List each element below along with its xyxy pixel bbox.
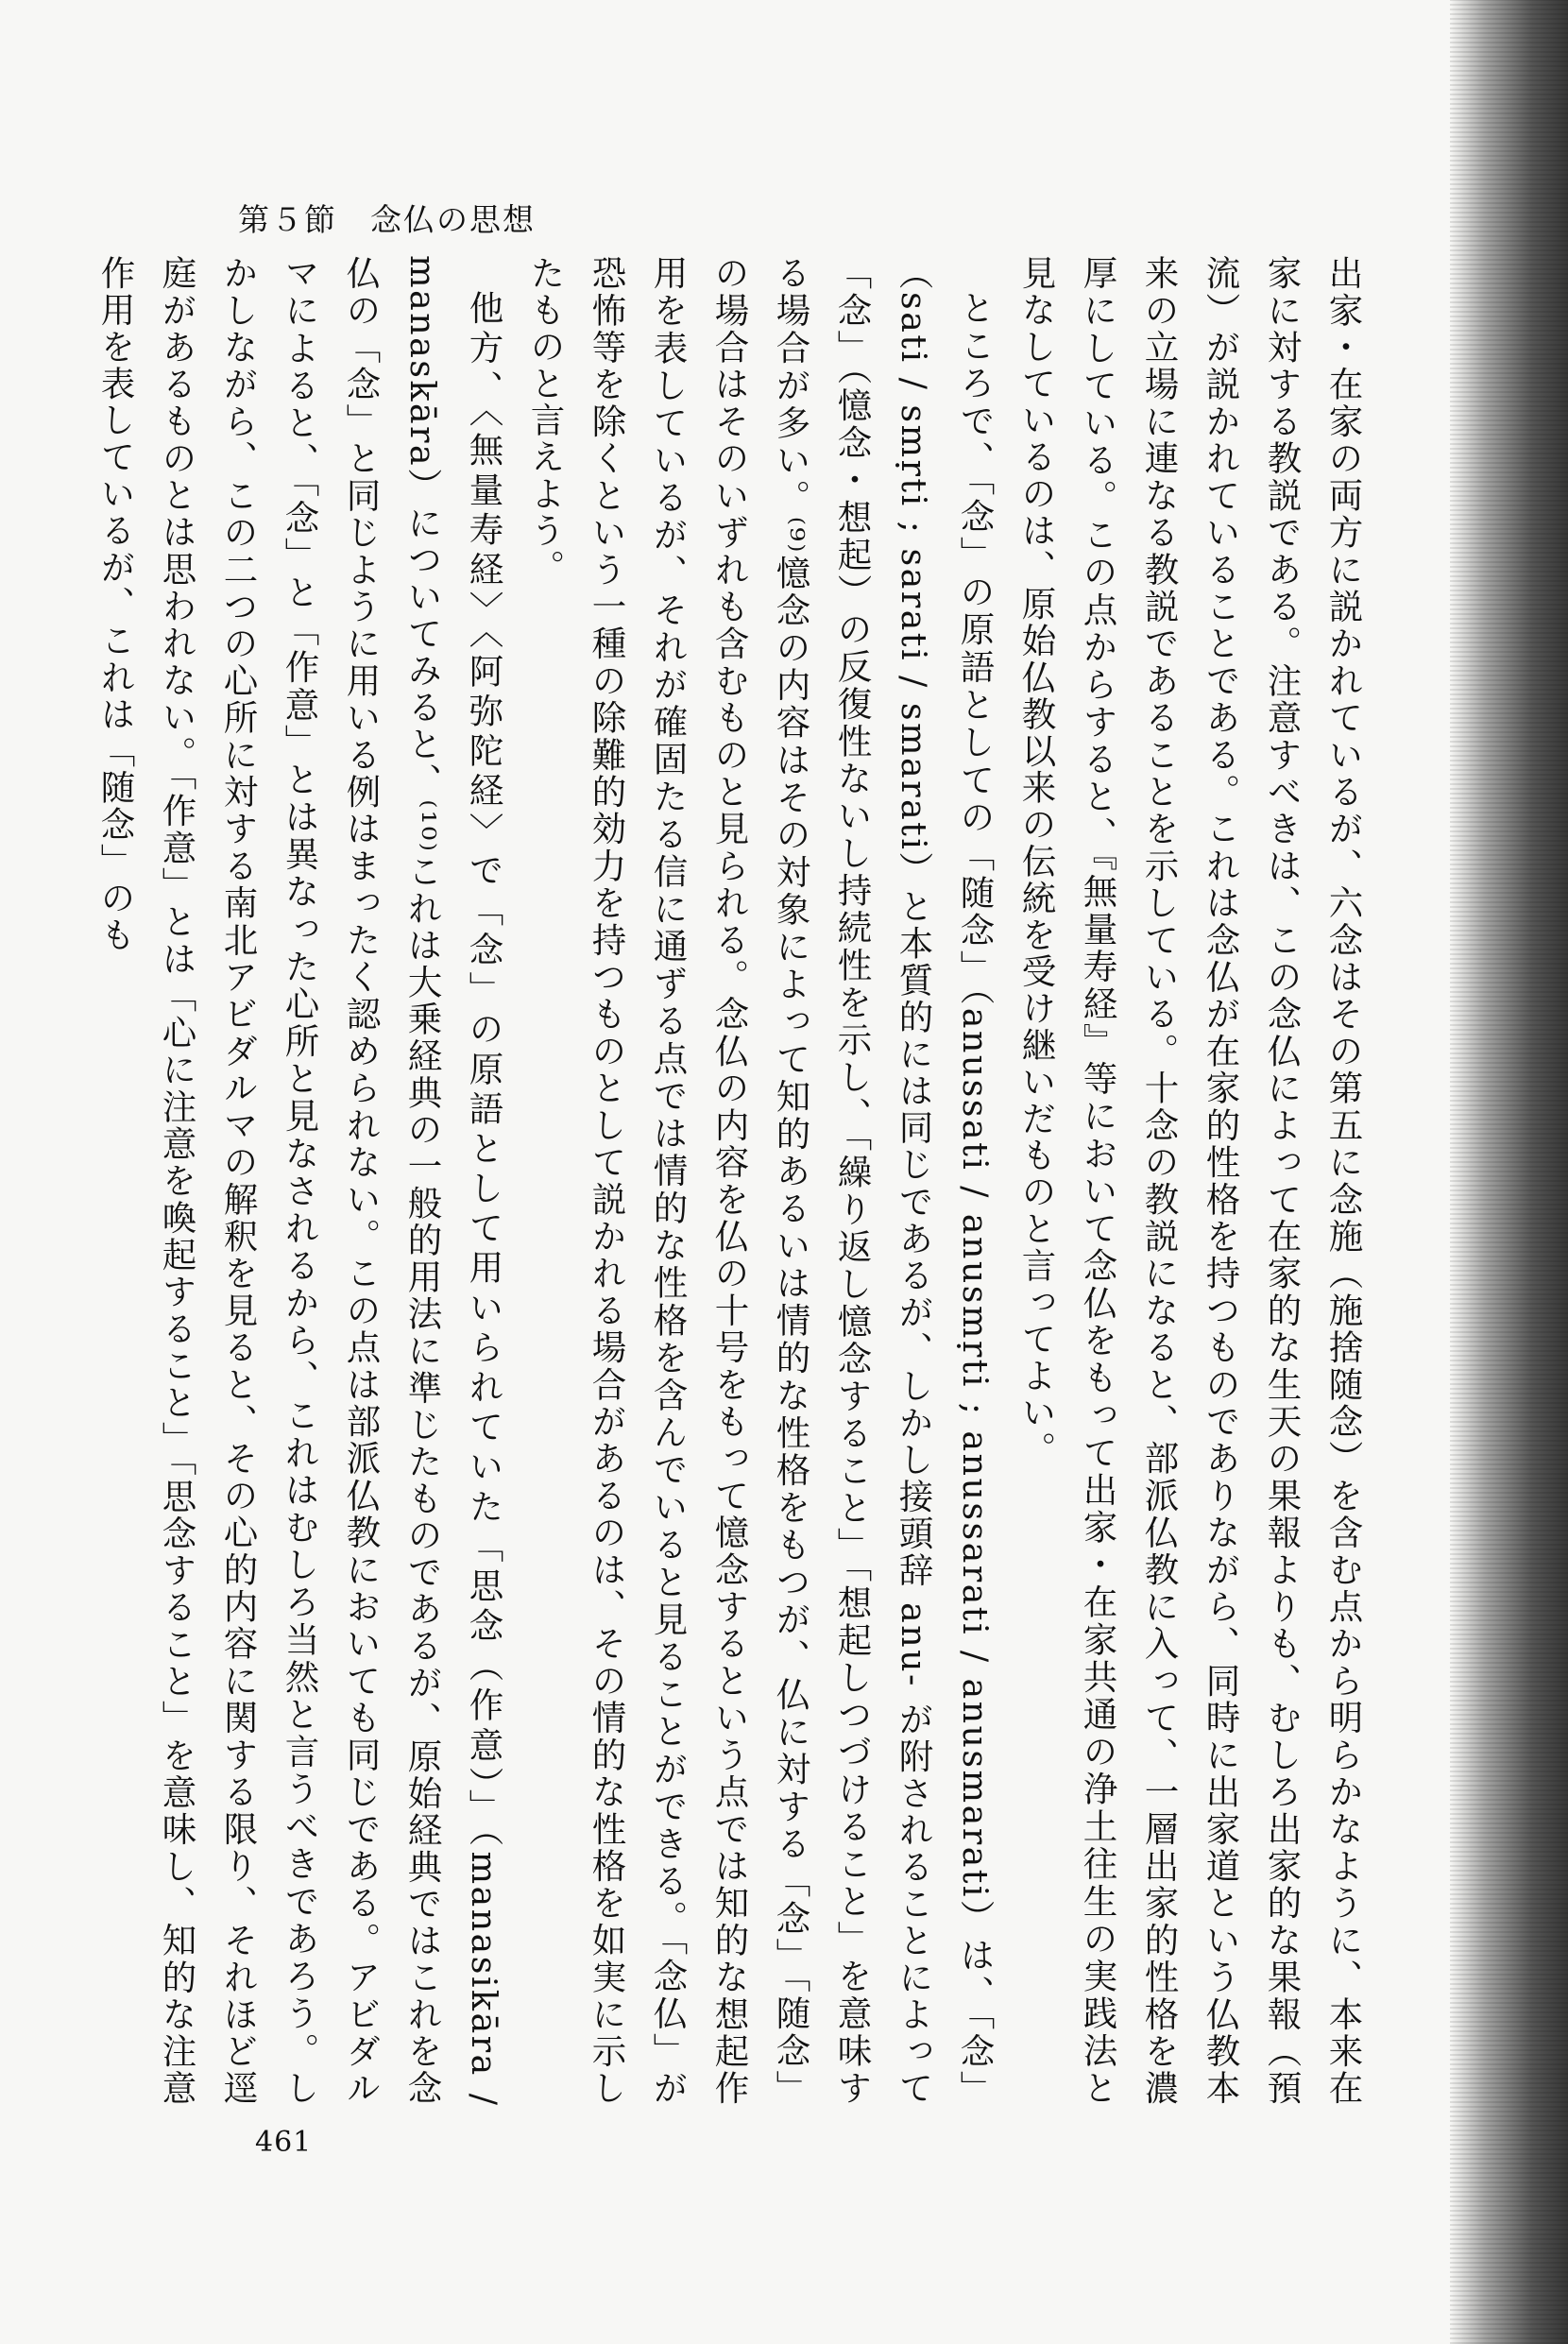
page-number: 461 xyxy=(255,2126,313,2159)
body-text xyxy=(95,255,1374,2107)
running-head: 第５節 念仏の思想 xyxy=(238,201,536,238)
paragraph-2: ところで、「念」の原語としての「随念」（anussati / anusmṛti ; anussarati / anusmarati）は、「念」（sati / smṛti ; sarati / smarati）と本質的には同じであるが、しかし接頭辞 anu- が附されることによって「念」（憶念・想起）の反復性ないし持続性を示し、「繰り返し憶念すること」「想起しつづけること」を意味する場合が多い。⁽⁹⁾憶念の内容はその対象によって知的あるいは情的な性格をもつが、仏に対する「念」「随念」の場合はそのいずれも含むものと見られる。念仏の内容を仏の十号をもって憶念するという点では知的な想起作用を表しているが、それが確固たる信に通ずる点では情的な性格を含んでいると見ることができる。「念仏」が恐怖等を除くという一種の除難的効力を持つものとして説かれる場合があるのは、その情的な性格を如実に示したものと言えよう。 xyxy=(525,255,996,2107)
scan-edge-shadow xyxy=(1450,0,1568,2344)
paragraph-3: 他方、〈無量寿経〉〈阿弥陀経〉で「念」の原語として用いられていた「思念（作意）」（manasikāra / manaskāra）についてみると、⁽¹⁰⁾これは大乗経典の一般的用法に準じたものであるが、原始経典ではこれを念仏の「念」と同じように用いる例はまったく認められない。この点は部派仏教においても同じである。アビダルマによると、「念」と「作意」とは異なった心所と見なされるから、これはむしろ当然と言うべきであろう。しかしながら、この二つの心所に対する南北アビダルマの解釈を見ると、その心的内容に関する限り、それほど逕庭があるものとは思われない。「作意」とは「心に注意を喚起すること」「思念すること」を意味し、知的な注意作用を表しているが、これは「随念」のも xyxy=(95,255,504,2107)
paragraph-1: 出家・在家の両方に説かれているが、六念はその第五に念施（施捨随念）を含む点から明らかなように、本来在家に対する教説である。注意すべきは、この念仏によって在家的な生天の果報よりも、むしろ出家的な果報（預流）が説かれていることである。これは念仏が在家的性格を持つものでありながら、同時に出家道という仏教本来の立場に連なる教説であることを示している。十念の教説になると、部派仏教に入って、一層出家的性格を濃厚にしている。この点からすると、『無量寿経』等において念仏をもって出家・在家共通の浄土往生の実践法と見なしているのは、原始仏教以来の伝統を受け継いだものと言ってよい。 xyxy=(1016,255,1364,2107)
